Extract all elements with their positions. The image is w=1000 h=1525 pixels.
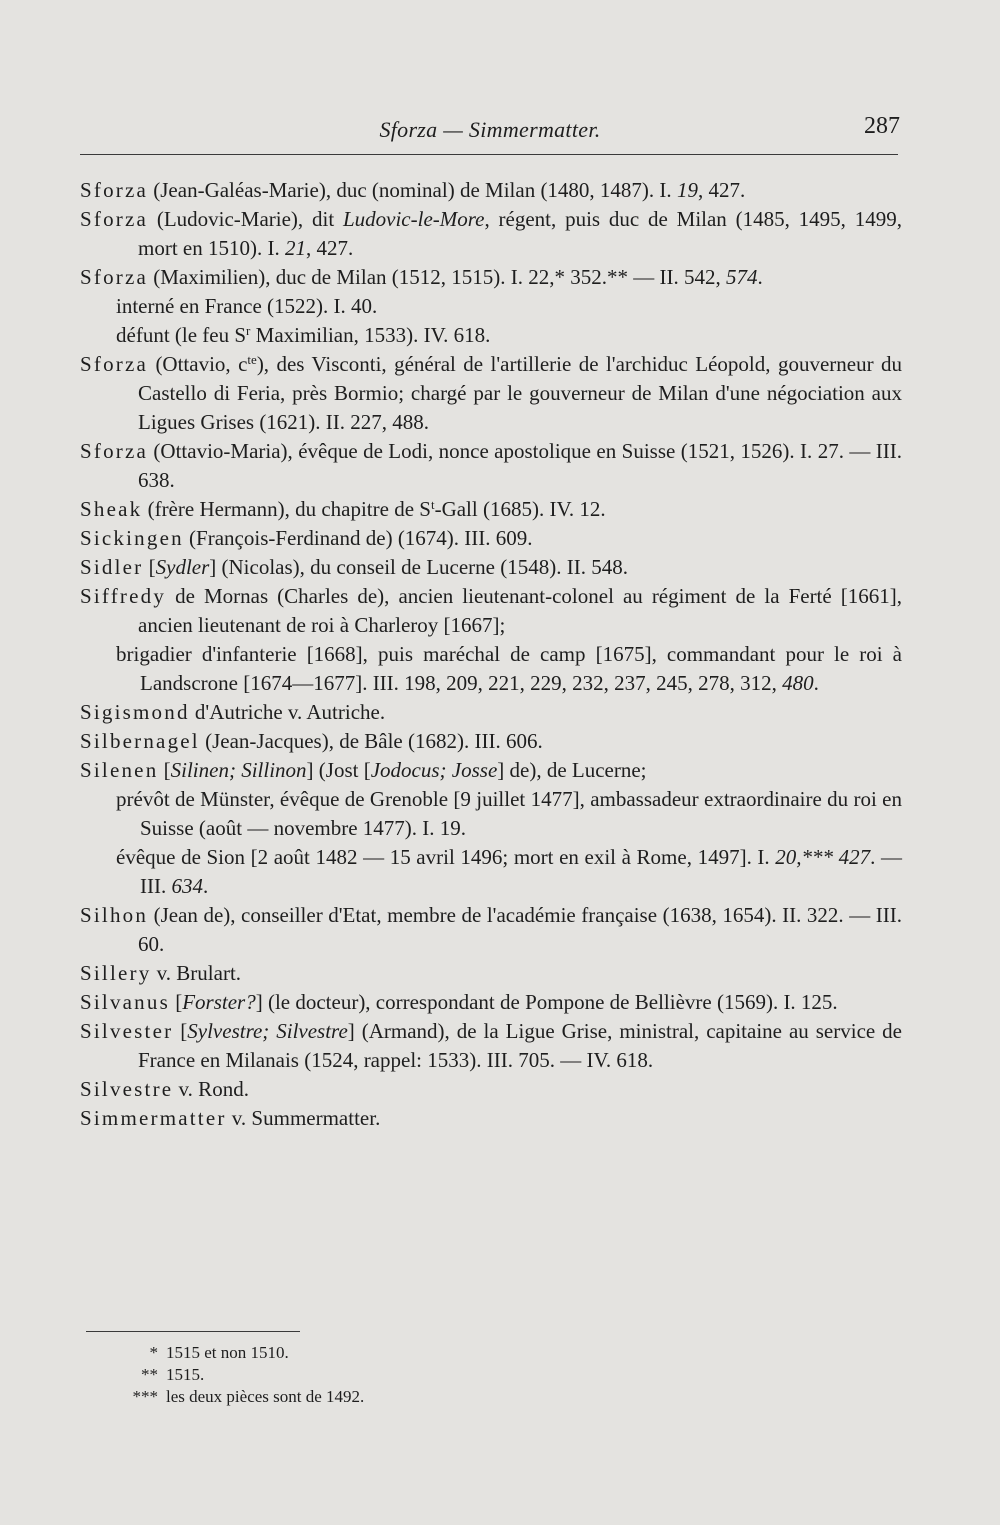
index-entry: Silvester [Sylvestre; Silvestre] (Armand), de la Ligue Grise, ministral, capitaine au service de France en Milanais (1524, rappel: 1533). III. 705. — IV. 618. bbox=[80, 1019, 902, 1072]
entry-headword: Sforza bbox=[80, 439, 149, 463]
header-rule bbox=[80, 154, 898, 155]
index-entry: Sigismond d'Autriche v. Autriche. bbox=[80, 700, 386, 724]
entry-headword: Sforza bbox=[80, 178, 149, 202]
entry-headword: Sforza bbox=[80, 265, 149, 289]
footnote bbox=[120, 1386, 364, 1408]
footnote-text: 1515 et non 1510. bbox=[166, 1343, 289, 1362]
page-number: 287 bbox=[864, 113, 900, 139]
running-head bbox=[80, 113, 900, 153]
entry-headword: Sillery bbox=[80, 961, 152, 985]
footnote-mark: *** bbox=[132, 1387, 158, 1406]
index-entry: Sillery v. Brulart. bbox=[80, 961, 242, 985]
index-subentry: évêque de Sion [2 août 1482 — 15 avril 1496; mort en exil à Rome, 1497]. I. 20,*** 427. — III. 634. bbox=[116, 845, 902, 898]
index-entry: Siffredy de Mornas (Charles de), ancien lieutenant-colonel au régiment de la Ferté [1661], ancien lieutenant de roi à Charleroy [1667]; bbox=[80, 584, 902, 637]
index-entry: Sforza (Ludovic-Marie), dit Ludovic-le-More, régent, puis duc de Milan (1485, 1495, 1499, mort en 1510). I. 21, 427. bbox=[80, 207, 902, 260]
footnote-rule bbox=[86, 1331, 300, 1332]
index-entry: Sforza (Maximilien), duc de Milan (1512, 1515). I. 22,* 352.** — II. 542, 574. bbox=[80, 265, 763, 289]
index-entry: Sforza (Ottavio-Maria), évêque de Lodi, nonce apostolique en Suisse (1521, 1526). I. 27. — III. 638. bbox=[80, 439, 902, 492]
index-entries bbox=[80, 176, 902, 1133]
index-entry: Silenen [Silinen; Sillinon] (Jost [Jodocus; Josse] de), de Lucerne; bbox=[80, 758, 647, 782]
index-subentry: brigadier d'infanterie [1668], puis maréchal de camp [1675], commandant pour le roi à Landscrone [1674—1677]. III. 198, 209, 221, 229, 232, 237, 245, 278, 312, 480. bbox=[116, 642, 902, 695]
index-entry: Sforza (Ottavio, $c^{te}$), des Visconti, général de l'artillerie de l'archiduc Léopold, gouverneur du Castello di Feria, près Bormio; chargé par le gouverneur de Milan d'une négociation aux Ligues Grises (1621). II. 227, 488. bbox=[80, 352, 902, 434]
index-entry: Silvanus [Forster?] (le docteur), correspondant de Pompone de Bellièvre (1569). I. 125. bbox=[80, 990, 838, 1014]
entry-headword: Silvester bbox=[80, 1019, 174, 1043]
footnote bbox=[120, 1364, 364, 1386]
footnote-mark: ** bbox=[141, 1365, 158, 1384]
entry-headword: Silvestre bbox=[80, 1077, 174, 1101]
entry-headword: Sheak bbox=[80, 497, 143, 521]
index-subentry: défunt (le feu $S^r$ Maximilian, 1533). IV. 618. bbox=[116, 323, 491, 347]
entry-headword: Silbernagel bbox=[80, 729, 200, 753]
footnote-text: les deux pièces sont de 1492. bbox=[166, 1387, 365, 1406]
entry-headword: Siffredy bbox=[80, 584, 167, 608]
entry-headword: Simmermatter bbox=[80, 1106, 227, 1130]
index-entry: Sforza (Jean-Galéas-Marie), duc (nominal) de Milan (1480, 1487). I. 19, 427. bbox=[80, 178, 746, 202]
footnotes bbox=[120, 1342, 364, 1408]
index-entry: Silbernagel (Jean-Jacques), de Bâle (1682). III. 606. bbox=[80, 729, 543, 753]
entry-headword: Silenen bbox=[80, 758, 159, 782]
index-entry: Silvestre v. Rond. bbox=[80, 1077, 249, 1101]
entry-headword: Sforza bbox=[80, 207, 149, 231]
index-entry: Silhon (Jean de), conseiller d'Etat, membre de l'académie française (1638, 1654). II. 322. — III. 60. bbox=[80, 903, 902, 956]
footnote-text: 1515. bbox=[166, 1365, 205, 1384]
footnote bbox=[120, 1342, 364, 1364]
entry-headword: Silhon bbox=[80, 903, 149, 927]
index-entry: Simmermatter v. Summermatter. bbox=[80, 1106, 381, 1130]
entry-headword: Silvanus bbox=[80, 990, 170, 1014]
running-title: Sforza — Simmermatter. bbox=[379, 117, 601, 142]
entry-headword: Sidler bbox=[80, 555, 144, 579]
index-subentry: interné en France (1522). I. 40. bbox=[116, 294, 378, 318]
footnote-mark: * bbox=[149, 1343, 158, 1362]
entry-headword: Sickingen bbox=[80, 526, 184, 550]
index-entry: Sickingen (François-Ferdinand de) (1674). III. 609. bbox=[80, 526, 533, 550]
entry-headword: Sigismond bbox=[80, 700, 190, 724]
index-subentry: prévôt de Münster, évêque de Grenoble [9 juillet 1477], ambassadeur extraordinaire du roi en Suisse (août — novembre 1477). I. 19. bbox=[116, 787, 902, 840]
index-entry: Sheak (frère Hermann), du chapitre de $S^t$-Gall (1685). IV. 12. bbox=[80, 497, 606, 521]
index-entry: Sidler [Sydler] (Nicolas), du conseil de Lucerne (1548). II. 548. bbox=[80, 555, 628, 579]
entry-headword: Sforza bbox=[80, 352, 149, 376]
